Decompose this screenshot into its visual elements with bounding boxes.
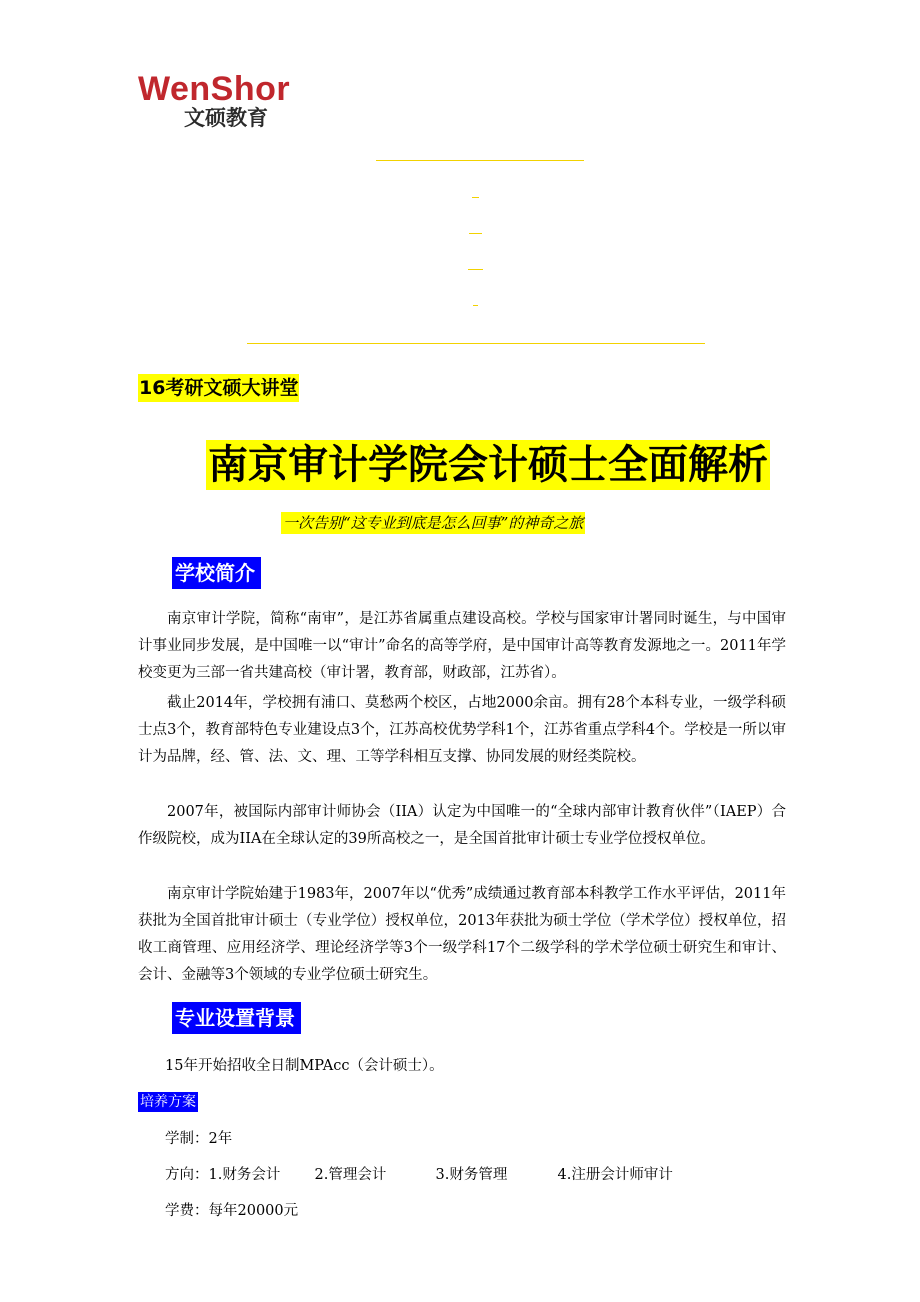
direction-item: 3.财务管理 bbox=[435, 1167, 508, 1183]
background-text: 15年开始招收全日制MPAcc（会计硕士）。 bbox=[165, 1058, 444, 1074]
decor-dash bbox=[473, 305, 478, 306]
directions-label: 方向： bbox=[165, 1167, 209, 1183]
section-heading-background: 专业设置背景 bbox=[172, 1002, 301, 1034]
intro-paragraph-3: 2007年，被国际内部审计师协会（IIA）认定为中国唯一的“全球内部审计教育伙伴”（IAEP）合作级院校，成为IIA在全球认定的39所高校之一，是全国首批审计硕士专业学位授权单位。 bbox=[138, 804, 786, 847]
decor-line bbox=[376, 160, 584, 161]
intro-paragraph-1: 南京审计学院，简称“南审”，是江苏省属重点建设高校。学校与国家审计署同时诞生，与中国审计事业同步发展，是中国唯一以“审计”命名的高等学府，是中国审计高等教育发源地之一。2011年学校变更为三部一省共建高校（审计署，教育部，财政部，江苏省）。 bbox=[138, 611, 786, 681]
program-tuition: 学费：每年20000元 bbox=[165, 1203, 299, 1219]
page-title: 南京审计学院会计硕士全面解析 bbox=[208, 442, 768, 488]
program-duration: 学制：2年 bbox=[165, 1131, 233, 1147]
program-directions bbox=[165, 1164, 673, 1186]
logo-chinese: 文硕教育 bbox=[184, 106, 268, 130]
logo-wordmark: WenShor bbox=[138, 70, 291, 108]
decor-dash bbox=[472, 197, 479, 198]
section-heading-program: 培养方案 bbox=[140, 1094, 196, 1110]
event-badge: 16考研文硕大讲堂 bbox=[138, 374, 299, 402]
intro-paragraph-2: 截止2014年，学校拥有浦口、莫愁两个校区，占地2000余亩。拥有28个本科专业，一级学科硕士点3个，教育部特色专业建设点3个，江苏高校优势学科1个，江苏省重点学科4个。学校是一所以审计为品牌，经、管、法、文、理、工等学科相互支撑、协同发展的财经类院校。 bbox=[138, 695, 786, 765]
intro-paragraph-4: 南京审计学院始建于1983年，2007年以“优秀”成绩通过教育部本科教学工作水平评估，2011年获批为全国首批审计硕士（专业学位）授权单位，2013年获批为硕士学位（学术学位）授权单位，招收工商管理、应用经济学、理论经济学等3个一级学科17个二级学科的学术学位硕士研究生和审计、会计、金融等3个领域的专业学位硕士研究生。 bbox=[138, 886, 786, 983]
decor-line bbox=[247, 343, 705, 344]
direction-item: 2.管理会计 bbox=[314, 1167, 387, 1183]
direction-item: 4.注册会计师审计 bbox=[557, 1167, 673, 1183]
decor-dash bbox=[468, 269, 483, 270]
decor-dash bbox=[469, 233, 482, 234]
section-heading-intro: 学校简介 bbox=[172, 557, 261, 589]
page-subtitle: 一次告别“这专业到底是怎么回事”的神奇之旅 bbox=[283, 514, 584, 532]
direction-item: 1.财务会计 bbox=[208, 1167, 281, 1183]
